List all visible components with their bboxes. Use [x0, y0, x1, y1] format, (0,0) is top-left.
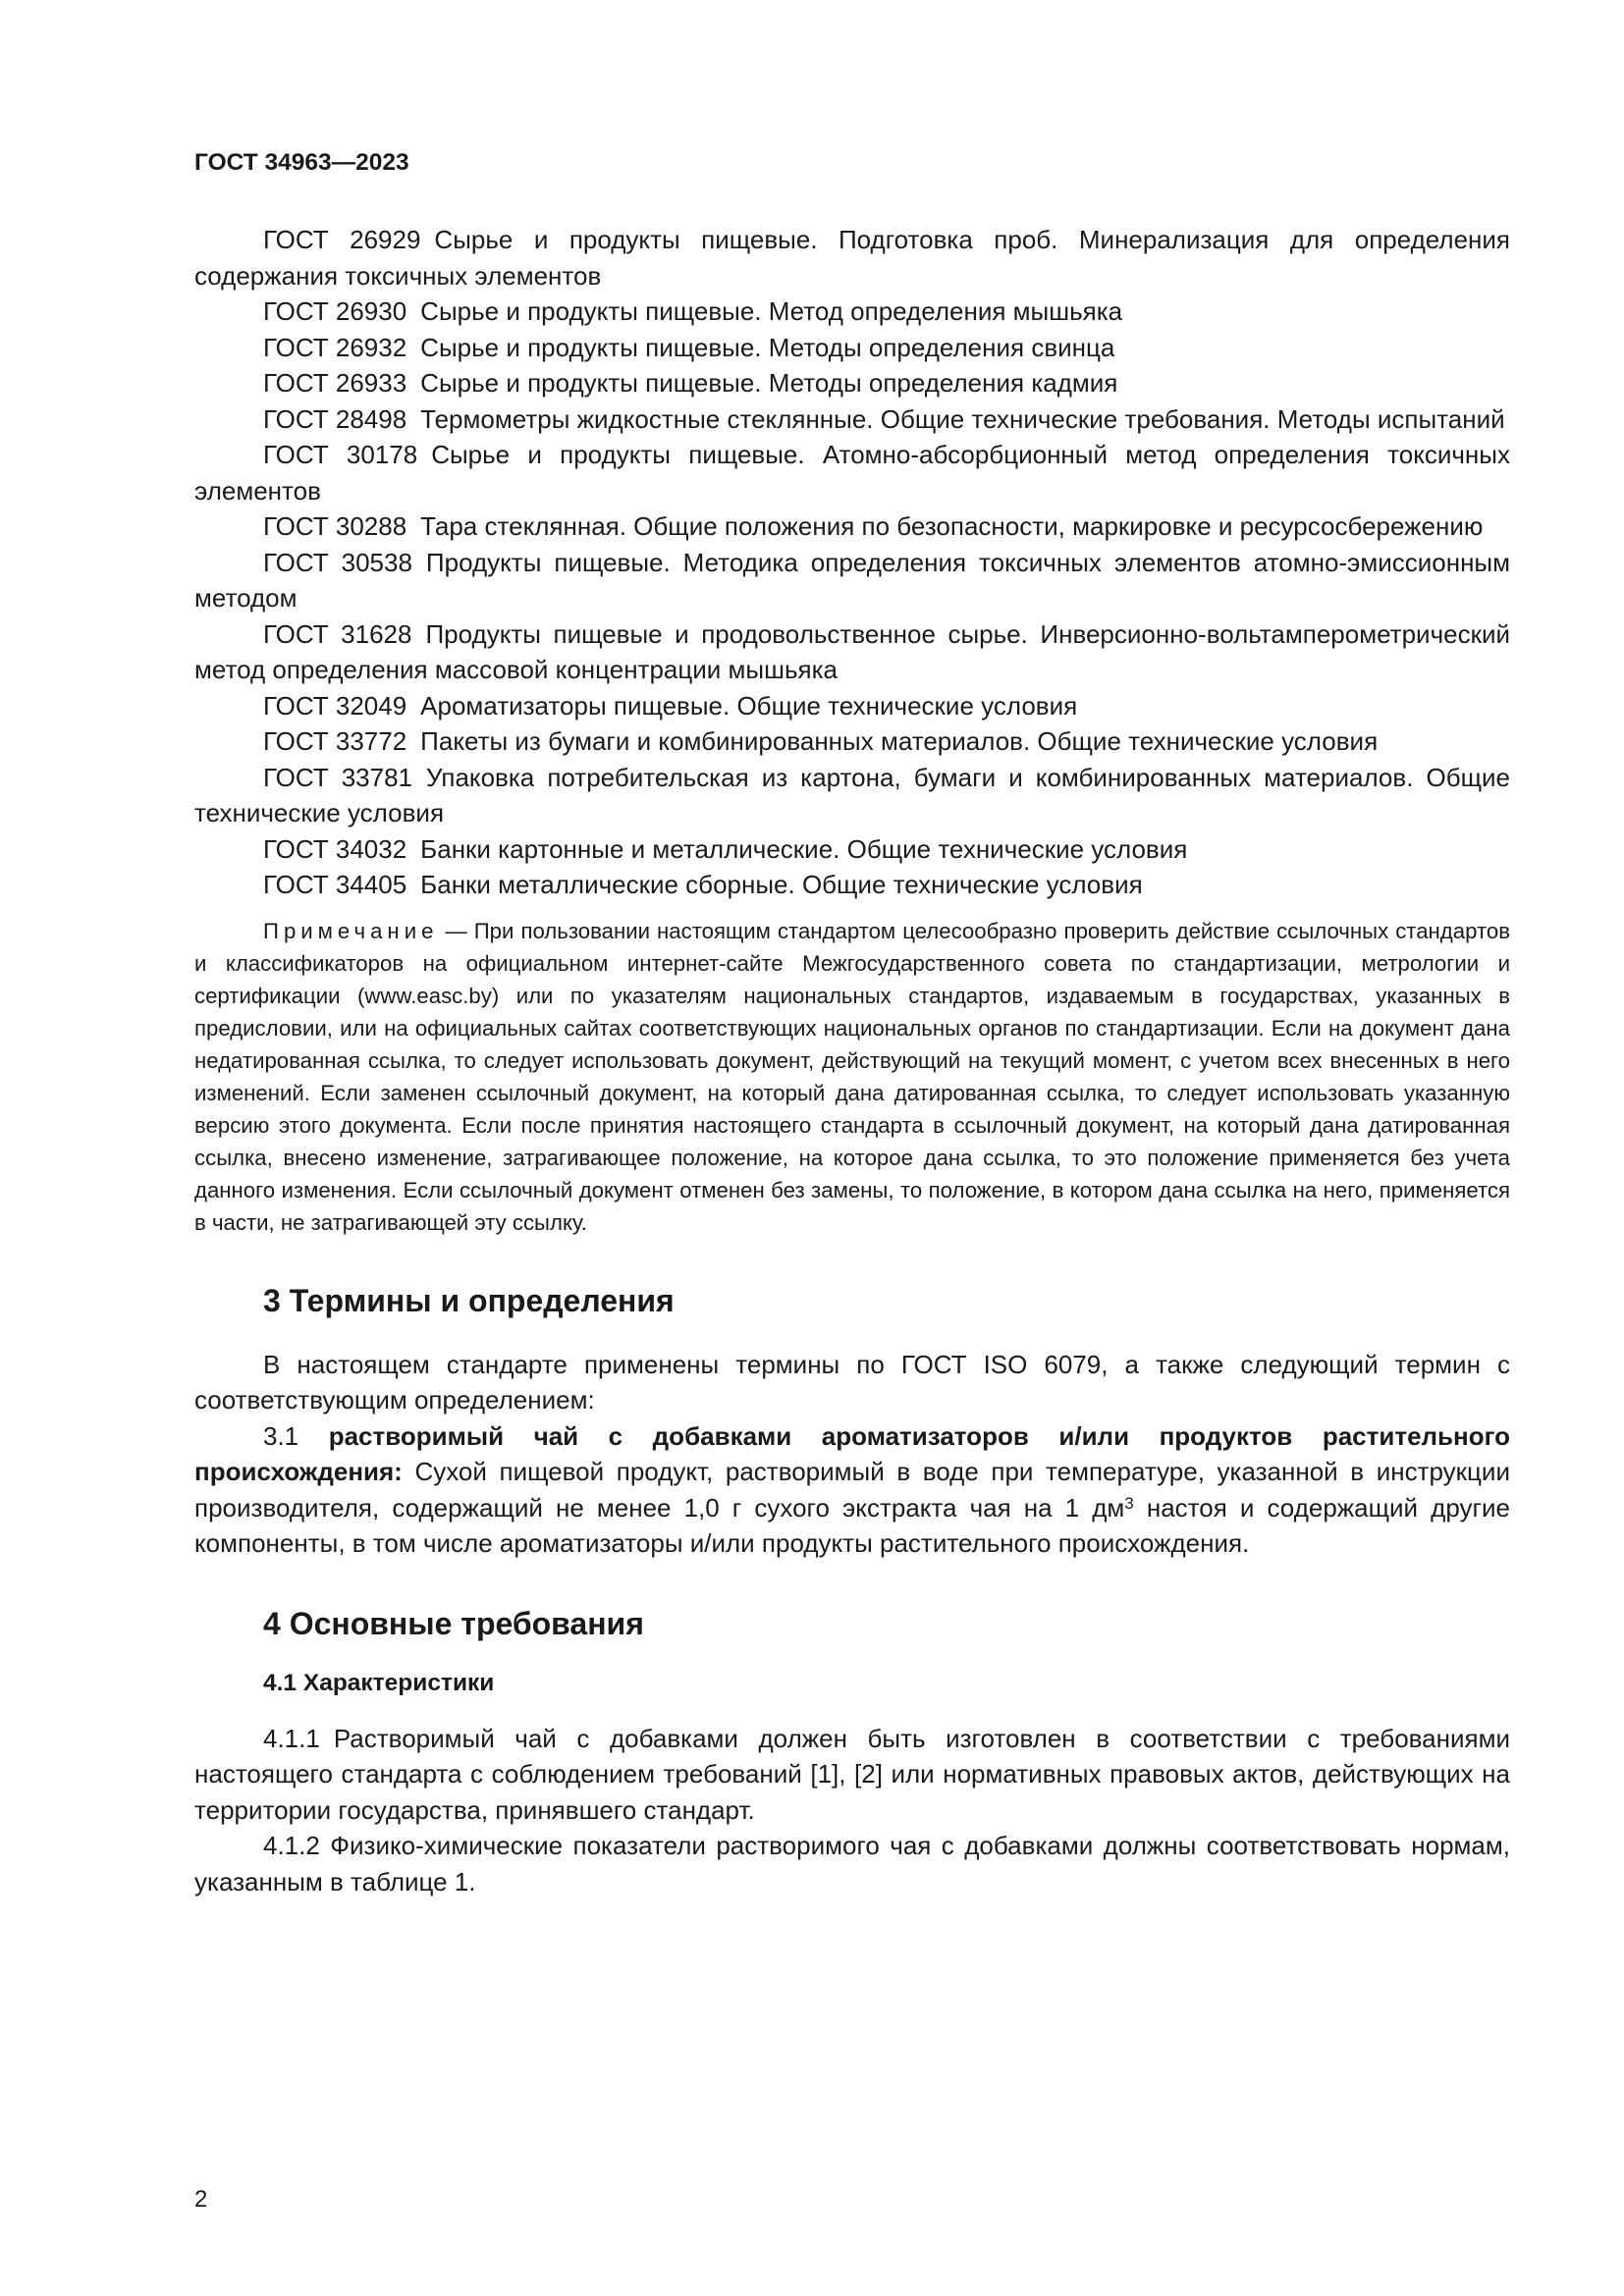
reference-title: Сырье и продукты пищевые. Методы определения свинца [420, 332, 1115, 362]
reference-title: Банки металлические сборные. Общие технические условия [420, 870, 1143, 899]
reference-item [194, 437, 1510, 508]
section-3-intro: В настоящем стандарте применены термины по ГОСТ ISO 6079, а также следующий термин с соответствующим определением: [194, 1349, 1510, 1415]
clause-text: Растворимый чай с добавками должен быть изготовлен в соответствии с требованиями настоящего стандарта с соблюдением требований [1], [2] или нормативных правовых актов, действующих на территории государства, принявшего стандарт. [194, 1723, 1510, 1825]
section-4-heading: 4 Основные требования [263, 1605, 644, 1641]
reference-code: ГОСТ 30178 [263, 440, 418, 469]
reference-code: ГОСТ 30288 [263, 511, 407, 541]
reference-code: ГОСТ 26930 [263, 296, 407, 326]
reference-item [194, 616, 1510, 688]
reference-title: Сырье и продукты пищевые. Подготовка проб. Минерализация для определения содержания токсичных элементов [194, 225, 1510, 291]
reference-item [194, 222, 1510, 294]
reference-code: ГОСТ 33781 [263, 762, 413, 792]
clause-4-1-2: 4.1.2 Физико-химические показатели растворимого чая с добавками должны соответствовать нормам, указанным в таблице 1. [194, 1831, 1510, 1896]
reference-code: ГОСТ 26932 [263, 332, 407, 362]
reference-title: Продукты пищевые. Методика определения токсичных элементов атомно-эмиссионным методом [194, 547, 1510, 613]
reference-code: ГОСТ 34032 [263, 833, 407, 864]
reference-code: ГОСТ 26929 [263, 225, 421, 254]
reference-title: Продукты пищевые и продовольственное сырье. Инверсионно-вольтамперометрический метод определения массовой концентрации мышьяка [194, 618, 1510, 684]
reference-item [194, 365, 1510, 401]
reference-title: Ароматизаторы пищевые. Общие технические условия [420, 690, 1078, 721]
reference-item [194, 401, 1510, 438]
reference-item [194, 760, 1510, 831]
reference-item [194, 508, 1510, 545]
normative-references-list [194, 222, 1510, 903]
reference-item [194, 723, 1510, 760]
term-name: растворимый чай с добавками ароматизаторов и/или продуктов растительного происхождения: [194, 1420, 1510, 1486]
document-header: ГОСТ 34963—2023 [194, 149, 409, 176]
reference-item [194, 831, 1510, 868]
reference-item [194, 294, 1510, 330]
term-def-text: Сухой пищевой продукт, растворимый в воде при температуре, указанной в инструкции производителя, содержащий не менее 1,0 г сухого экстракта чая на 1 дм [194, 1457, 1510, 1522]
page-number: 2 [194, 2186, 208, 2213]
term-number: 3.1 [263, 1420, 299, 1451]
clause-4-1-1 [194, 1721, 1510, 1829]
reference-item [194, 545, 1510, 616]
reference-code: ГОСТ 31628 [263, 618, 412, 649]
reference-title: Пакеты из бумаги и комбинированных материалов. Общие технические условия [420, 726, 1379, 756]
reference-code: ГОСТ 28498 [263, 403, 407, 434]
reference-code: ГОСТ 30538 [263, 547, 412, 577]
reference-item [194, 688, 1510, 724]
reference-title: Банки картонные и металлические. Общие технические условия [420, 833, 1188, 864]
term-def-text-end: настоя и содержащий другие компоненты, в том числе ароматизаторы и/или продукты растительного происхождения. [194, 1492, 1510, 1558]
clause-number: 4.1.1 [263, 1723, 320, 1753]
reference-title: Сырье и продукты пищевые. Атомно-абсорбционный метод определения токсичных элементов [194, 440, 1510, 506]
subsection-4-1-heading: 4.1 Характеристики [263, 1669, 495, 1696]
reference-code: ГОСТ 32049 [263, 690, 407, 721]
reference-item [194, 330, 1510, 366]
reference-item [194, 867, 1510, 903]
document-body [194, 222, 1510, 1899]
reference-title: Упаковка потребительская из картона, бумаги и комбинированных материалов. Общие технические условия [194, 762, 1510, 828]
note-text: — При пользовании настоящим стандартом целесообразно проверить действие ссылочных стандартов и классификаторов на официальном интернет-сайте Межгосударственного совета по стандартизации, метрологии и сертификации (www.easc.by) или по указателям национальных стандартов, издаваемым в государствах, указанных в предисловии, или на официальных сайтах соответствующих национальных органов по стандартизации. Если на документ дана недатированная ссылка, то следует использовать документ, действующий на текущий момент, с учетом всех внесенных в него изменений. Если заменен ссылочный документ, на который дана датированная ссылка, то следует использовать указанную версию этого документа. Если после принятия настоящего стандарта в ссылочный документ, на который дана датированная ссылка, внесено изменение, затрагивающее положение, на которое дана ссылка, то это положение применяется без учета данного изменения. Если ссылочный документ отменен без замены, то положение, в котором дана ссылка на него, применяется в части, не затрагивающей эту ссылку. [194, 918, 1510, 1235]
reference-code: ГОСТ 33772 [263, 726, 407, 756]
reference-title: Сырье и продукты пищевые. Метод определения мышьяка [420, 296, 1123, 326]
reference-title: Сырье и продукты пищевые. Методы определения кадмия [420, 368, 1118, 398]
term-definition [194, 1418, 1510, 1562]
reference-title: Термометры жидкостные стеклянные. Общие технические требования. Методы испытаний [420, 403, 1505, 434]
references-note [194, 915, 1510, 1239]
reference-title: Тара стеклянная. Общие положения по безопасности, маркировке и ресурсосбережению [420, 511, 1484, 541]
reference-code: ГОСТ 26933 [263, 368, 407, 398]
note-label: Примечание [263, 918, 439, 943]
reference-code: ГОСТ 34405 [263, 870, 407, 899]
section-3-heading: 3 Термины и определения [263, 1282, 675, 1318]
term-def-superscript: 3 [1124, 1493, 1134, 1513]
